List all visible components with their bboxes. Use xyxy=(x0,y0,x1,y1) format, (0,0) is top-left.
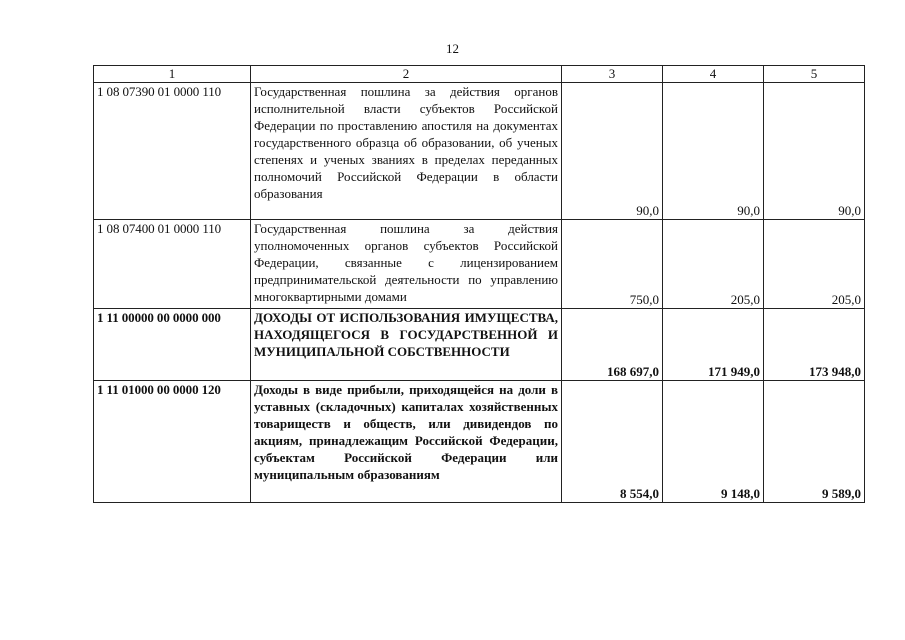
table-row xyxy=(94,381,865,503)
table-row xyxy=(94,309,865,381)
revenue-name: Государственная пошлина за действия органов исполнительной власти субъектов Российской Федерации по проставлению апостиля на документах государственного образца об образовании, об ученых степенях и ученых званиях в пределах переданных полномочий Российской Федерации в области образования xyxy=(251,83,562,220)
column-header-2: 2 xyxy=(251,66,562,83)
revenue-name: Доходы в виде прибыли, приходящейся на доли в уставных (складочных) капиталах хозяйственных товариществ и обществ, или дивидендов по акциям, принадлежащим Российской Федерации, субъектам Российской Федерации или муниципальным образованиям xyxy=(251,381,562,503)
revenue-table xyxy=(93,65,865,503)
value-col-4: 205,0 xyxy=(663,220,764,309)
value-col-4: 171 949,0 xyxy=(663,309,764,381)
table-row xyxy=(94,83,865,220)
table-header-row xyxy=(94,66,865,83)
value-col-5: 173 948,0 xyxy=(764,309,865,381)
revenue-code: 1 11 00000 00 0000 000 xyxy=(94,309,251,381)
revenue-name: Государственная пошлина за действия уполномоченных органов субъектов Российской Федерации, связанные с лицензированием предпринимательской деятельности по управлению многоквартирными домами xyxy=(251,220,562,309)
value-col-5: 90,0 xyxy=(764,83,865,220)
value-col-4: 9 148,0 xyxy=(663,381,764,503)
column-header-4: 4 xyxy=(663,66,764,83)
revenue-name: ДОХОДЫ ОТ ИСПОЛЬЗОВАНИЯ ИМУЩЕСТВА, НАХОДЯЩЕГОСЯ В ГОСУДАРСТВЕННОЙ И МУНИЦИПАЛЬНОЙ СОБСТВЕННОСТИ xyxy=(251,309,562,381)
value-col-5: 205,0 xyxy=(764,220,865,309)
table-row xyxy=(94,220,865,309)
value-col-3: 8 554,0 xyxy=(562,381,663,503)
column-header-3: 3 xyxy=(562,66,663,83)
revenue-code: 1 11 01000 00 0000 120 xyxy=(94,381,251,503)
value-col-5: 9 589,0 xyxy=(764,381,865,503)
value-col-4: 90,0 xyxy=(663,83,764,220)
revenue-code: 1 08 07390 01 0000 110 xyxy=(94,83,251,220)
value-col-3: 750,0 xyxy=(562,220,663,309)
value-col-3: 168 697,0 xyxy=(562,309,663,381)
page-number: 12 xyxy=(446,41,459,56)
revenue-code: 1 08 07400 01 0000 110 xyxy=(94,220,251,309)
value-col-3: 90,0 xyxy=(562,83,663,220)
column-header-5: 5 xyxy=(764,66,865,83)
column-header-1: 1 xyxy=(94,66,251,83)
